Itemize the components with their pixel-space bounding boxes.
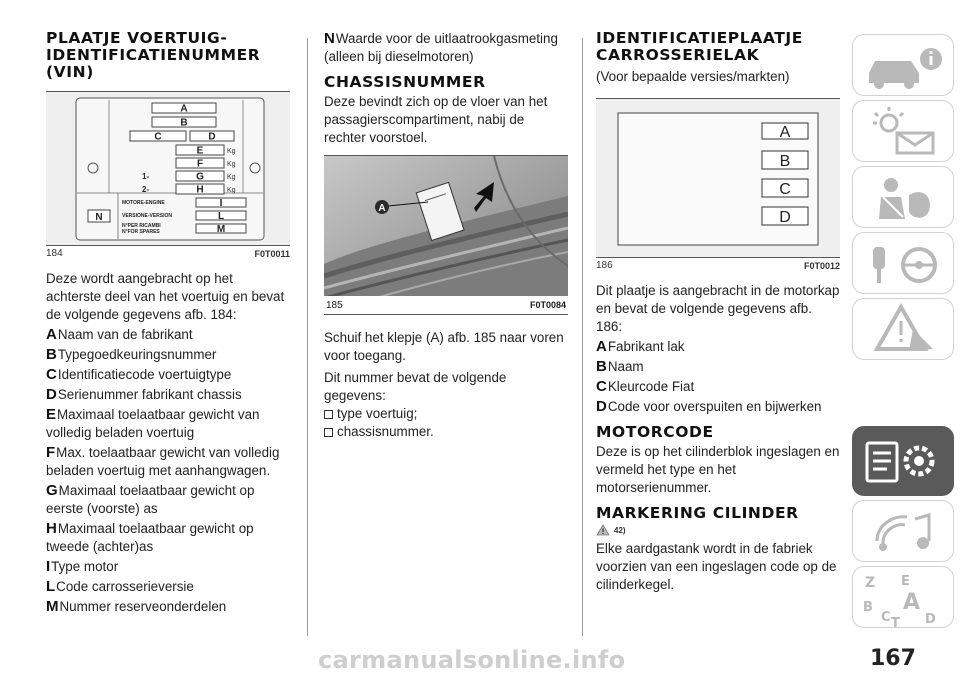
plate-letter-e: E <box>196 145 204 157</box>
plate-letter-i: I <box>219 198 223 209</box>
svg-text:A: A <box>903 590 921 615</box>
key-steering-icon <box>853 233 955 295</box>
list-item: BNaam <box>596 358 644 375</box>
list-item: LCode carrosserieversie <box>46 578 194 595</box>
plate-row2-prefix: 2- <box>142 185 150 194</box>
list-item: FMax. toelaatbaar gewicht van volledig beladen voertuig met aanhangwagen. <box>46 444 280 478</box>
section-title-cylinder: MARKERING CILINDER <box>596 504 799 522</box>
nav-tab-emergency[interactable] <box>852 298 954 360</box>
plate-letter-b: B <box>180 117 188 129</box>
figure-186 <box>596 98 840 258</box>
column-divider <box>582 38 583 636</box>
plate-kg-g: Kg <box>227 174 236 181</box>
figure-184 <box>46 91 290 246</box>
chassis-floor-photo <box>324 156 568 315</box>
list-item: HMaximaal toelaatbaar gewicht op tweede (achter)as <box>46 520 254 554</box>
warning-ref: 42) <box>596 524 840 536</box>
svg-text:Z: Z <box>865 575 876 591</box>
nav-tab-safety[interactable] <box>852 166 954 228</box>
section-title-motor: MOTORCODE <box>596 423 714 441</box>
safety-airbag-icon <box>853 167 955 229</box>
paint-letter-a: A <box>779 124 791 141</box>
list-item: MNummer reserveonderdelen <box>46 598 227 615</box>
warning-triangle-icon <box>853 299 955 361</box>
plate-versione-label: VERSIONE-VERSION <box>122 213 173 219</box>
nav-tab-key-steering[interactable] <box>852 232 954 294</box>
svg-text:T: T <box>891 616 900 629</box>
list-item: CIdentificatiecode voertuigtype <box>46 366 232 383</box>
svg-text:B: B <box>863 600 873 615</box>
checkbox-bullet-icon <box>324 410 333 419</box>
column-chassis <box>324 30 568 441</box>
nav-tab-car-info[interactable] <box>852 34 954 96</box>
plate-letter-f: F <box>196 158 204 170</box>
multimedia-icon <box>853 501 955 563</box>
plate-letter-h: H <box>196 184 204 196</box>
plate-letter-n: N <box>95 212 103 223</box>
plate-letter-l: L <box>217 211 225 222</box>
figure-186-number: 186 <box>596 260 613 271</box>
svg-text:D: D <box>925 612 936 627</box>
plate-ricambi-label-2: N°FOR SPARES <box>122 229 160 235</box>
paint-letter-c: C <box>779 181 791 198</box>
bullet-item: type voertuig; <box>324 405 568 423</box>
paint-letter-d: D <box>779 209 791 226</box>
car-info-icon <box>853 35 955 97</box>
paint-letter-b: B <box>779 153 791 170</box>
vin-plate-illustration <box>46 92 290 246</box>
plate-letter-a: A <box>180 103 188 115</box>
motor-text: Deze is op het cilinderblok ingeslagen en vermeld het type en het motorserienummer. <box>596 444 840 495</box>
list-item: DSerienummer fabrikant chassis <box>46 386 242 403</box>
plate-motore-label: MOTORE-ENGINE <box>122 200 165 206</box>
plate-kg-f: Kg <box>227 161 236 168</box>
maintenance-gear-icon <box>853 427 955 497</box>
figure-184-caption <box>46 248 290 260</box>
plate-row1-prefix: 1- <box>142 172 150 181</box>
nav-tab-index[interactable] <box>852 566 954 628</box>
list-item: EMaximaal toelaatbaar gewicht van volledig beladen voertuig <box>46 406 260 440</box>
chassis-para-3: Dit nummer bevat de volgende gegevens: <box>324 370 507 403</box>
list-item: GMaximaal toelaatbaar gewicht op eerste (voorste) as <box>46 482 255 516</box>
figure-186-code: F0T0012 <box>803 261 840 271</box>
figure-184-code: F0T0011 <box>254 249 290 259</box>
page-number: 167 <box>870 646 916 671</box>
plate-letter-g: G <box>196 171 204 183</box>
plate-letter-c: C <box>154 131 162 143</box>
bullet-item: chassisnummer. <box>324 423 568 441</box>
nav-tab-maintenance[interactable] <box>852 426 954 496</box>
list-item: CKleurcode Fiat <box>596 378 695 395</box>
list-item: ANaam van de fabrikant <box>46 326 193 343</box>
chassis-para-1: Deze bevindt zich op de vloer van het passagierscompartiment, nabij de rechter voorstoel. <box>324 94 548 145</box>
section-title-vin: PLAATJE VOERTUIG- IDENTIFICATIENUMMER (VIN) <box>46 29 261 81</box>
svg-text:E: E <box>901 574 910 589</box>
paint-plate-illustration <box>596 99 840 258</box>
list-item: NWaarde voor de uitlaatrookgasmeting (alleen bij dieselmotoren) <box>324 30 558 64</box>
figure-185-code: F0T0084 <box>529 300 566 310</box>
plate-letter-m: M <box>216 224 226 235</box>
svg-text:C: C <box>881 610 891 625</box>
column-divider <box>307 38 308 636</box>
list-item: BTypegoedkeuringsnummer <box>46 346 217 363</box>
chassis-para-2: Schuif het klepje (A) afb. 185 naar voren voor toegang. <box>324 330 564 363</box>
index-letters-icon <box>853 567 955 629</box>
section-title-paint: IDENTIFICATIEPLAATJE CARROSSERIELAK <box>596 29 803 64</box>
warning-triangle-icon <box>596 524 610 536</box>
column-vin <box>46 30 290 616</box>
figure-184-number: 184 <box>46 248 63 259</box>
figure-185-caption <box>324 296 568 314</box>
nav-tab-multimedia[interactable] <box>852 500 954 562</box>
plate-ricambi-label-1: N°PER RICAMBI <box>122 223 161 229</box>
section-title-chassis: CHASSISNUMMER <box>324 73 486 91</box>
paint-subtitle: (Voor bepaalde versies/markten) <box>596 69 790 84</box>
nav-tab-dashboard-lights[interactable] <box>852 100 954 162</box>
watermark: carmanualsonline.info <box>318 646 626 674</box>
figure-185-number: 185 <box>326 299 343 311</box>
plate-letter-d: D <box>208 131 216 143</box>
list-item: AFabrikant lak <box>596 338 685 355</box>
dashboard-lights-icon <box>853 101 955 163</box>
vin-intro: Deze wordt aangebracht op het achterste deel van het voertuig en bevat de volgende gegevens afb. 184: <box>46 271 285 322</box>
list-item: IType motor <box>46 558 119 575</box>
figure-185-label-a: A <box>378 203 386 214</box>
column-paint <box>596 30 840 594</box>
vin-item-list <box>46 326 290 616</box>
list-item: DCode voor overspuiten en bijwerken <box>596 398 822 415</box>
paint-intro: Dit plaatje is aangebracht in de motorkap en bevat de volgende gegevens afb. 186: <box>596 283 840 334</box>
plate-kg-h: Kg <box>227 187 236 194</box>
figure-185 <box>324 155 568 315</box>
figure-186-caption <box>596 260 840 272</box>
checkbox-bullet-icon <box>324 428 333 437</box>
cylinder-text: Elke aardgastank wordt in de fabriek voorzien van een ingeslagen code op de cilinderkegel. <box>596 541 837 592</box>
plate-kg-e: Kg <box>227 148 236 155</box>
